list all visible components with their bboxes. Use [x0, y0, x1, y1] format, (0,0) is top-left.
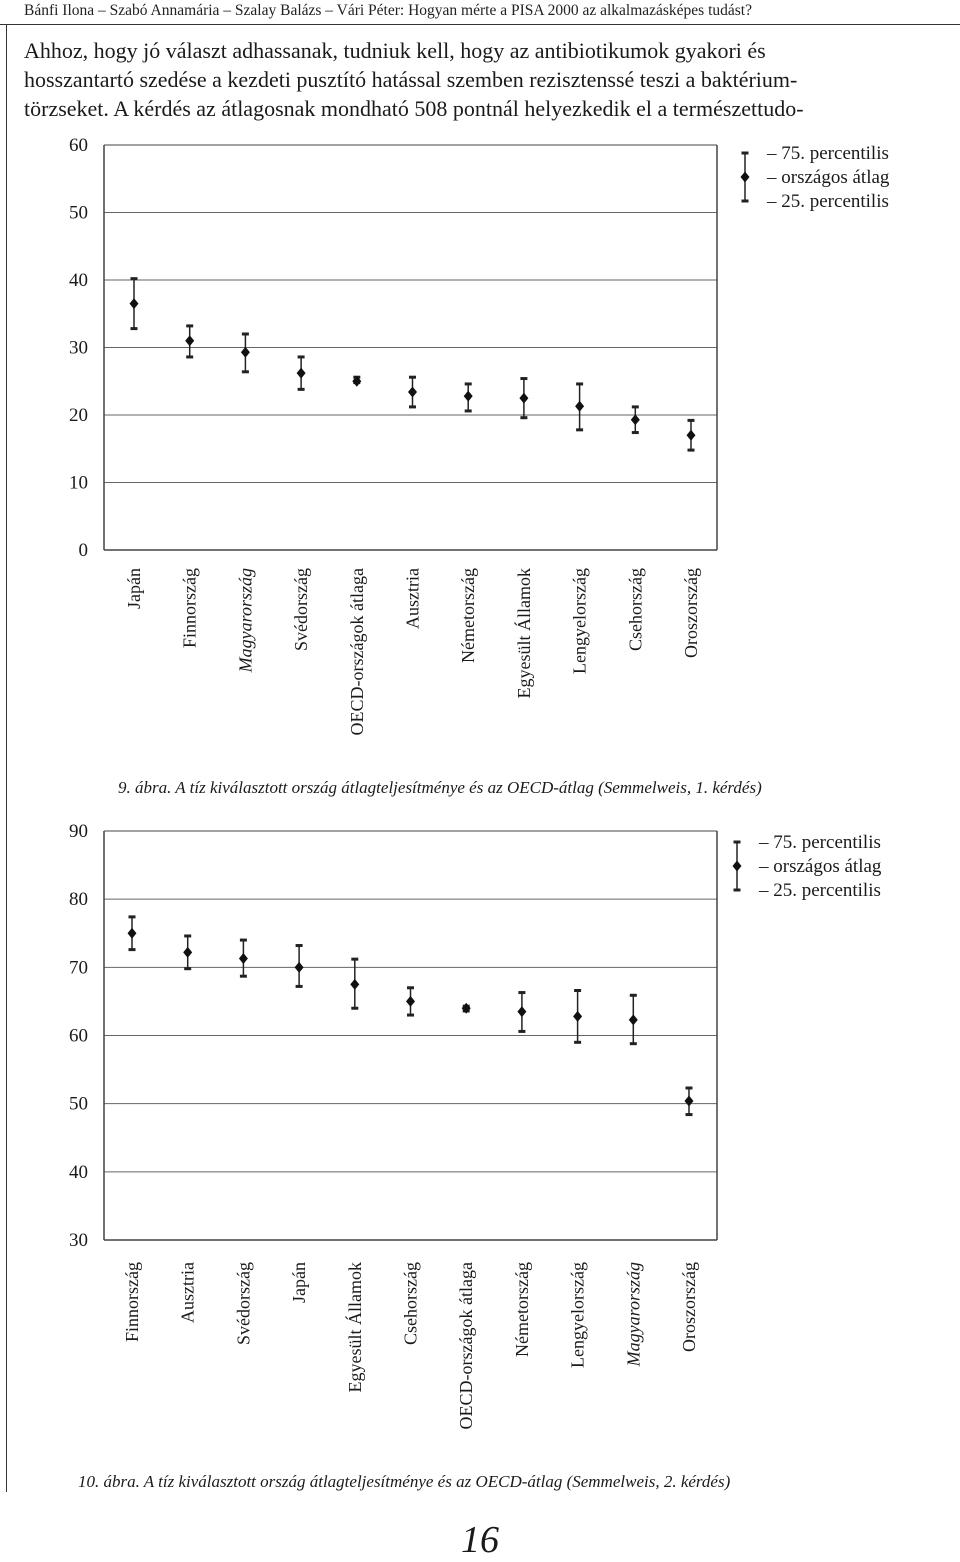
mean-marker — [687, 430, 696, 441]
mean-marker — [185, 335, 194, 346]
category-label: Svédország — [233, 1262, 254, 1345]
y-tick-label: 30 — [69, 1230, 88, 1251]
category-label: Csehország — [400, 1262, 421, 1345]
y-tick-label: 60 — [69, 135, 88, 156]
category-label: Egyesült Államok — [513, 568, 534, 699]
legend-entry: – országos átlag — [759, 856, 882, 877]
category-label: Ausztria — [402, 568, 423, 629]
legend-mean-marker — [741, 172, 750, 183]
mean-marker — [406, 996, 415, 1007]
mean-marker — [629, 1014, 638, 1025]
y-tick-label: 0 — [78, 540, 88, 561]
legend-entry: – 25. percentilis — [759, 880, 881, 901]
header-rule — [0, 24, 960, 25]
mean-marker — [575, 401, 584, 412]
running-header: Bánfi Ilona – Szabó Annamária – Szalay Balázs – Vári Péter: Hogyan mérte a PISA 2000 az alkalmazásképes tudást? — [24, 2, 752, 19]
intro-line: törzseket. A kérdés az átlagosnak mondható 508 pontnál helyezkedik el a természettudo- — [24, 96, 804, 121]
mean-marker — [241, 347, 250, 358]
y-tick-label: 50 — [69, 1093, 88, 1115]
category-label: Oroszország — [681, 568, 701, 658]
y-tick-label: 40 — [69, 270, 88, 291]
mean-marker — [519, 393, 528, 404]
category-label: Finnország — [179, 568, 200, 648]
legend-entry: – 25. percentilis — [767, 191, 889, 212]
category-label: Magyarország — [235, 568, 256, 673]
category-label: Ausztria — [177, 1262, 198, 1323]
mean-marker — [350, 979, 359, 990]
y-tick-label: 10 — [69, 472, 88, 494]
category-label: Lengyelország — [567, 1262, 588, 1368]
y-tick-label: 50 — [69, 202, 88, 224]
category-label: Németország — [511, 1262, 532, 1357]
category-label: Magyarország — [623, 1262, 644, 1367]
category-label: Lengyelország — [569, 568, 590, 674]
intro-line: Ahhoz, hogy jó választ adhassanak, tudniuk kell, hogy az antibiotikumok gyakori és — [24, 38, 766, 63]
category-label: Japán — [124, 568, 144, 609]
mean-marker — [685, 1095, 694, 1106]
intro-line: hosszantartó szedése a kezdeti pusztító hatással szemben rezisztenssé teszi a baktérium- — [24, 67, 798, 92]
chart-figure-10 — [0, 815, 960, 1465]
y-tick-label: 90 — [69, 821, 88, 842]
category-label: Egyesült Államok — [344, 1262, 365, 1393]
mean-marker — [295, 962, 304, 973]
mean-marker — [128, 928, 137, 939]
category-label: Finnország — [122, 1262, 142, 1342]
mean-marker — [631, 414, 640, 425]
y-tick-label: 40 — [69, 1161, 88, 1183]
category-label: Németország — [458, 568, 479, 663]
figure-10-caption: 10. ábra. A tíz kiválasztott ország átlagteljesítménye és az OECD-átlag (Semmelweis, 2. kérdés) — [78, 1472, 731, 1491]
legend-mean-marker — [733, 861, 742, 872]
mean-marker — [464, 391, 473, 402]
mean-marker — [130, 298, 139, 309]
category-label: Japán — [289, 1262, 310, 1303]
mean-marker — [408, 387, 417, 398]
y-tick-label: 70 — [69, 957, 88, 979]
y-tick-label: 60 — [69, 1025, 88, 1047]
page-number: 16 — [461, 1519, 499, 1561]
mean-marker — [517, 1006, 526, 1017]
category-label: Svédország — [291, 568, 312, 651]
legend-entry: – 75. percentilis — [759, 832, 881, 853]
category-label: OECD-országok átlaga — [456, 1262, 477, 1430]
category-label: Oroszország — [679, 1262, 699, 1352]
legend-entry: – országos átlag — [767, 167, 890, 188]
figure-9-caption: 9. ábra. A tíz kiválasztott ország átlagteljesítménye és az OECD-átlag (Semmelweis, 1. kérdés) — [118, 778, 762, 797]
category-label: OECD-országok átlaga — [346, 568, 367, 736]
y-tick-label: 80 — [69, 889, 88, 911]
category-label: Csehország — [625, 568, 646, 651]
mean-marker — [573, 1011, 582, 1022]
chart-figure-9 — [0, 125, 960, 765]
y-tick-label: 30 — [69, 337, 88, 359]
intro-paragraph — [24, 36, 944, 123]
mean-marker — [239, 953, 248, 964]
legend-entry: – 75. percentilis — [767, 143, 889, 164]
mean-marker — [183, 947, 192, 958]
mean-marker — [297, 368, 306, 379]
y-tick-label: 20 — [69, 405, 88, 426]
